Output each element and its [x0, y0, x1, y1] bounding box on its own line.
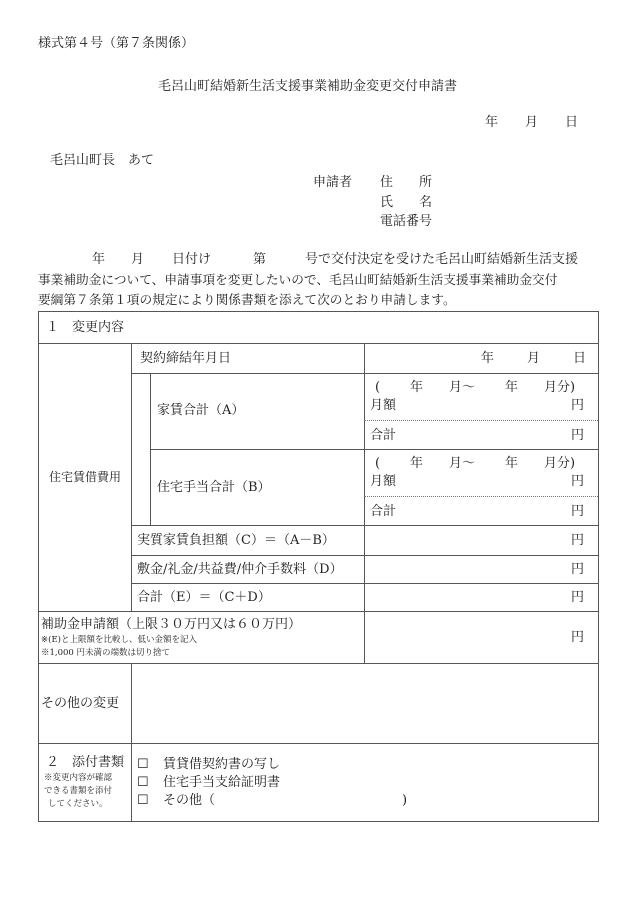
- attachment-other-close-paren: ): [402, 793, 408, 808]
- allowance-period-year1: 年: [410, 456, 424, 471]
- header-month: 月: [525, 115, 539, 130]
- contract-month: 月: [527, 351, 541, 366]
- section1-heading: １ 変更内容: [46, 320, 125, 335]
- header-day: 日: [565, 115, 579, 130]
- fees-label: 敷金/礼金/共益費/仲介手数料（D）: [137, 562, 343, 577]
- housing-cost-label: 住宅賃借費用: [49, 470, 122, 484]
- intro-line2: 事業補助金について、申請事項を変更したいので、毛呂山町結婚新生活支援事業補助金交付: [38, 272, 558, 287]
- rent-total-yen: 円: [571, 428, 585, 443]
- intro-year: 年: [92, 252, 106, 267]
- sum-yen: 円: [571, 590, 585, 605]
- attachment-allowance-checkbox[interactable]: ☐: [137, 775, 149, 790]
- applicant-address-label: 住 所: [380, 175, 433, 190]
- intro-line1-tail: 号で交付決定を受けた毛呂山町結婚新生活支援: [305, 252, 579, 267]
- allowance-monthly-label: 月額: [370, 474, 397, 489]
- subsidy-note-rounding: ※1,000 円未満の端数は切り捨て: [41, 648, 171, 658]
- header-year: 年: [485, 115, 499, 130]
- attachment-lease-label: 賃貸借契約書の写し: [163, 757, 281, 772]
- rent-monthly-yen: 円: [571, 398, 585, 413]
- allowance-monthly-yen: 円: [571, 474, 585, 489]
- applicant-label: 申請者: [313, 175, 353, 190]
- attachment-other-checkbox[interactable]: ☐: [137, 793, 149, 808]
- rent-period-month1: 月～: [449, 380, 476, 395]
- intro-month: 月: [131, 252, 145, 267]
- applicant-name-label: 氏 名: [380, 195, 433, 210]
- attachments-note-2: できる書類を添付: [44, 786, 113, 796]
- allowance-period-open: (: [375, 456, 381, 471]
- contract-date-label: 契約締結年月日: [140, 351, 232, 366]
- applicant-phone-label: 電話番号: [380, 214, 433, 229]
- subsidy-note-compare: ※(E)と上限額を比較し、低い金額を記入: [41, 635, 197, 645]
- attachment-lease-checkbox[interactable]: ☐: [137, 757, 149, 772]
- actual-burden-label: 実質家賃負担額（C）＝（A－B）: [137, 533, 335, 548]
- sum-label: 合計（E）＝（C＋D）: [137, 590, 271, 605]
- actual-burden-yen: 円: [571, 533, 585, 548]
- intro-date-suffix: 日付け: [172, 252, 212, 267]
- attachments-note-1: ※変更内容が確認: [44, 773, 113, 783]
- addressee: 毛呂山町長 あて: [50, 153, 155, 168]
- rent-total-row-label: 合計: [370, 428, 397, 443]
- attachments-note-3: してください。: [48, 799, 108, 809]
- allowance-period-month1: 月～: [449, 456, 476, 471]
- attachment-other-label: その他（: [163, 793, 216, 808]
- attachments-label: ２ 添付書類: [46, 755, 125, 770]
- allowance-total-yen: 円: [571, 504, 585, 519]
- rent-period-year2: 年: [505, 380, 519, 395]
- allowance-total-row-label: 合計: [370, 504, 397, 519]
- subsidy-label: 補助金申請額（上限３０万円又は６０万円）: [41, 617, 302, 632]
- intro-line3: 要綱第７条第１項の規定により関係書類を添えて次のとおり申請します。: [38, 292, 456, 307]
- subsidy-yen: 円: [571, 630, 585, 645]
- page-title: 毛呂山町結婚新生活支援事業補助金変更交付申請書: [158, 79, 458, 94]
- allowance-period-year2: 年: [505, 456, 519, 471]
- attachment-allowance-label: 住宅手当支給証明書: [163, 775, 281, 790]
- other-changes-label: その他の変更: [41, 696, 120, 711]
- rent-period-open: (: [375, 380, 381, 395]
- contract-day: 日: [573, 351, 587, 366]
- form-number: 様式第４号（第７条関係）: [38, 36, 195, 51]
- rent-period-year1: 年: [410, 380, 424, 395]
- contract-year: 年: [481, 351, 495, 366]
- rent-monthly-label: 月額: [370, 398, 397, 413]
- allowance-total-label: 住宅手当合計（B）: [157, 480, 271, 495]
- rent-total-label: 家賃合計（A）: [157, 403, 245, 418]
- rent-period-month2: 月分): [544, 380, 576, 395]
- intro-number-prefix: 第: [253, 252, 267, 267]
- allowance-period-month2: 月分): [544, 456, 576, 471]
- fees-yen: 円: [571, 562, 585, 577]
